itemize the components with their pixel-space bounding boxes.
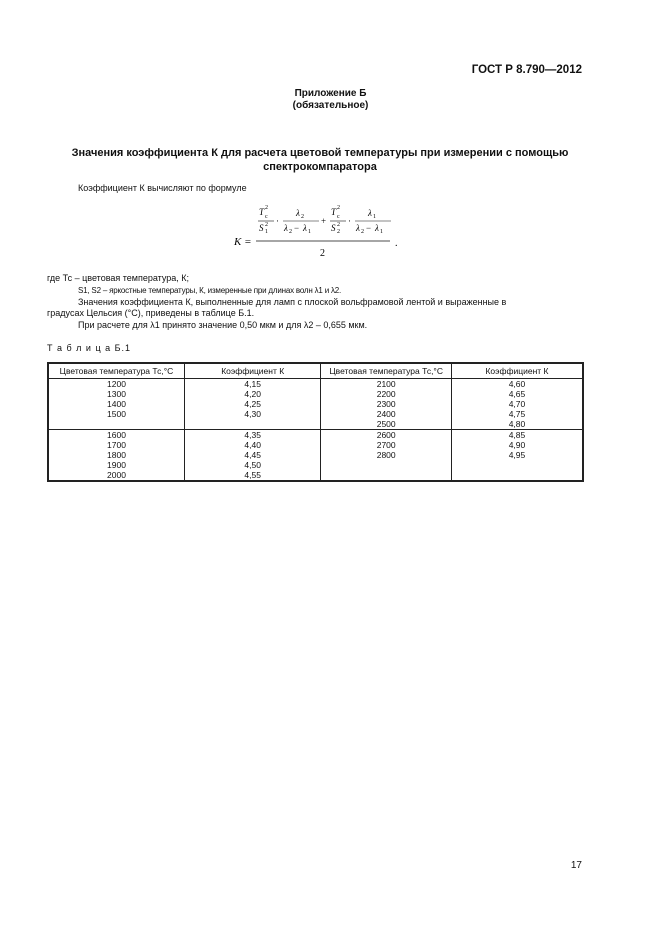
svg-text:1: 1 — [380, 229, 383, 235]
appendix-label: Приложение Б — [294, 88, 367, 99]
coefficient-table — [47, 362, 584, 482]
svg-text:2: 2 — [337, 222, 340, 228]
table-cell: 1200 1300 1400 1500 — [48, 379, 184, 430]
svg-text:·: · — [276, 216, 279, 226]
header-coefficient-2: Коэффициент К — [451, 363, 583, 379]
svg-text:2: 2 — [337, 205, 340, 211]
svg-text:T: T — [259, 207, 265, 217]
table-cell: 4,85 4,90 4,95 — [451, 430, 583, 482]
svg-text:λ: λ — [356, 223, 360, 233]
table-row — [48, 430, 583, 482]
section-title-line1: Значения коэффициента К для расчета цветовой температуры при измерении с помощью — [71, 147, 569, 159]
svg-text:λ: λ — [284, 223, 288, 233]
svg-text:λ: λ — [296, 208, 300, 218]
section-title — [55, 146, 585, 174]
svg-text:2: 2 — [265, 205, 268, 211]
values-line1: Значения коэффициента К, выполненные для ламп с плоской вольфрамовой лентой и выраженные в — [78, 297, 507, 307]
header-coefficient-1: Коэффициент К — [184, 363, 320, 379]
header-temperature-2: Цветовая температура Тс,°С — [321, 363, 452, 379]
intro-text: Коэффициент К вычисляют по формуле — [78, 183, 247, 193]
svg-text:−: − — [366, 223, 372, 233]
table-caption: Т а б л и ц а Б.1 — [47, 343, 132, 353]
svg-text:1: 1 — [308, 229, 311, 235]
svg-text:1: 1 — [373, 214, 376, 220]
svg-text:T: T — [331, 207, 337, 217]
svg-text:−: − — [294, 223, 300, 233]
svg-text:2: 2 — [361, 229, 364, 235]
table-row — [48, 379, 583, 430]
svg-text:c: c — [265, 214, 268, 220]
svg-text:+: + — [321, 216, 327, 226]
values-line2: градусах Цельсия (°С), приведены в таблице Б.1. — [47, 308, 255, 318]
where-tc: где Тс – цветовая температура, К; — [47, 273, 190, 283]
svg-text:2: 2 — [289, 229, 292, 235]
svg-text:λ: λ — [368, 208, 372, 218]
table-cell: 4,60 4,65 4,70 4,75 4,80 — [451, 379, 583, 430]
svg-text:.: . — [395, 238, 398, 249]
svg-text:S: S — [331, 223, 336, 233]
calc-note: При расчете для λ1 принято значение 0,50 мкм и для λ2 – 0,655 мкм. — [78, 320, 368, 330]
svg-text:2: 2 — [337, 229, 340, 235]
table-header-row — [48, 363, 583, 379]
svg-text:S: S — [259, 223, 264, 233]
table-cell: 2100 2200 2300 2400 2500 — [321, 379, 452, 430]
svg-text:2: 2 — [320, 248, 325, 259]
svg-text:1: 1 — [265, 229, 268, 235]
table-cell: 2600 2700 2800 — [321, 430, 452, 482]
formula — [230, 200, 410, 260]
page-number: 17 — [570, 860, 582, 871]
table-cell: 4,15 4,20 4,25 4,30 — [184, 379, 320, 430]
svg-text:λ: λ — [303, 223, 307, 233]
formula-lhs: K = — [234, 236, 252, 248]
svg-text:·: · — [348, 216, 351, 226]
svg-text:2: 2 — [301, 214, 304, 220]
table-cell: 1600 1700 1800 1900 2000 — [48, 430, 184, 482]
section-title-line2: спектрокомпаратора — [263, 161, 377, 173]
appendix-status: (обязательное) — [292, 100, 369, 111]
where-s: S1, S2 – яркостные температуры, К, измеренные при длинах волн λ1 и λ2. — [78, 286, 342, 295]
header-temperature-1: Цветовая температура Тс,°С — [48, 363, 184, 379]
svg-text:λ: λ — [375, 223, 379, 233]
svg-text:2: 2 — [265, 222, 268, 228]
svg-text:c: c — [337, 214, 340, 220]
table-cell: 4,35 4,40 4,45 4,50 4,55 — [184, 430, 320, 482]
appendix-heading — [0, 88, 661, 112]
standard-code: ГОСТ Р 8.790—2012 — [471, 64, 582, 76]
